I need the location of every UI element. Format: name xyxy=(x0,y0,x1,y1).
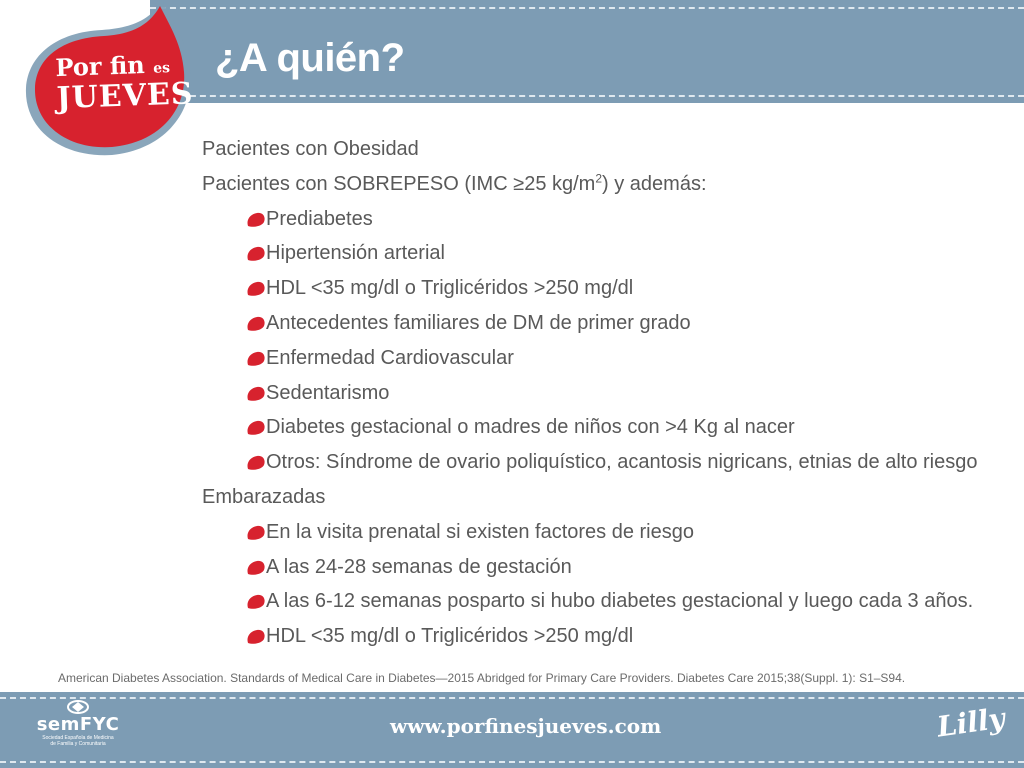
red-blob-icon xyxy=(246,212,266,228)
overweight-item-label: Hipertensión arterial xyxy=(266,242,445,265)
pregnant-item xyxy=(202,619,1002,654)
overweight-item-label: Otros: Síndrome de ovario poliquístico, acantosis nigricans, etnias de alto riesgo xyxy=(266,451,978,474)
pregnant-item-label: En la visita prenatal si existen factores de riesgo xyxy=(266,520,694,543)
overweight-item xyxy=(202,341,1002,376)
overweight-item-label: Sedentarismo xyxy=(266,381,390,404)
semfyc-mark-icon xyxy=(66,700,90,714)
red-blob-icon xyxy=(246,525,266,541)
lilly-logo: Lilly xyxy=(935,701,1007,744)
overweight-item xyxy=(202,236,1002,271)
red-blob-icon xyxy=(246,420,266,436)
pregnant-item-label: HDL <35 mg/dl o Triglicéridos >250 mg/dl xyxy=(266,625,634,648)
red-blob-icon xyxy=(246,386,266,402)
pregnant-item xyxy=(202,550,1002,585)
semfyc-name: semFYC xyxy=(36,714,120,735)
item-obesity: Pacientes con Obesidad xyxy=(202,138,419,160)
red-blob-icon xyxy=(246,351,266,367)
red-blob-icon xyxy=(246,455,266,471)
overweight-item xyxy=(202,202,1002,237)
footer-dashed-line-top xyxy=(0,697,1024,699)
overweight-item-label: Diabetes gestacional o madres de niños con >4 Kg al nacer xyxy=(266,416,795,439)
header-dashed-line-bottom xyxy=(150,95,1024,97)
overweight-item-label: Prediabetes xyxy=(266,207,373,230)
logo-text xyxy=(54,49,195,117)
slide-title: ¿A quién? xyxy=(215,36,405,80)
red-blob-icon xyxy=(246,246,266,262)
item-overweight: Pacientes con SOBREPESO (IMC ≥25 $kg/m^2$) y además: xyxy=(202,171,707,195)
pregnant-item-label: A las 6-12 semanas posparto si hubo diabetes gestacional y luego cada 3 años. xyxy=(266,590,974,613)
footer-dashed-line-bottom xyxy=(0,761,1024,763)
pregnant-item xyxy=(202,515,1002,550)
overweight-item-label: Enfermedad Cardiovascular xyxy=(266,346,514,369)
footer-bar xyxy=(0,692,1024,768)
pregnant-criteria-list xyxy=(202,515,1002,654)
red-blob-icon xyxy=(246,594,266,610)
overweight-item-label: Antecedentes familiares de DM de primer grado xyxy=(266,311,691,334)
red-blob-icon xyxy=(246,560,266,576)
logo-line2: JUEVES xyxy=(55,76,195,117)
overweight-item xyxy=(202,410,1002,445)
semfyc-logo xyxy=(28,700,128,747)
website-link[interactable]: www.porfinesjueves.com xyxy=(390,714,662,738)
pregnant-item xyxy=(202,584,1002,619)
overweight-item-label: HDL <35 mg/dl o Triglicéridos >250 mg/dl xyxy=(266,277,634,300)
citation: American Diabetes Association. Standards of Medical Care in Diabetes—2015 Abridged for Primary Care Providers. Diabetes Care 2015;38(Suppl. 1): S1–S94. xyxy=(58,671,906,685)
overweight-item xyxy=(202,271,1002,306)
semfyc-subtitle-1: Sociedad Española de Medicina xyxy=(42,735,114,741)
red-blob-icon xyxy=(246,316,266,332)
red-blob-icon xyxy=(246,281,266,297)
overweight-item xyxy=(202,445,1002,480)
slide-content xyxy=(202,132,1002,654)
overweight-item xyxy=(202,306,1002,341)
pregnant-item-label: A las 24-28 semanas de gestación xyxy=(266,555,572,578)
logo-line1: Por fin es xyxy=(54,49,171,83)
semfyc-subtitle-2: de Familia y Comunitaria xyxy=(50,741,106,747)
header-dashed-line-top xyxy=(150,7,1024,9)
overweight-item xyxy=(202,376,1002,411)
item-pregnant: Embarazadas xyxy=(202,485,326,508)
red-blob-icon xyxy=(246,629,266,645)
overweight-criteria-list xyxy=(202,202,1002,480)
